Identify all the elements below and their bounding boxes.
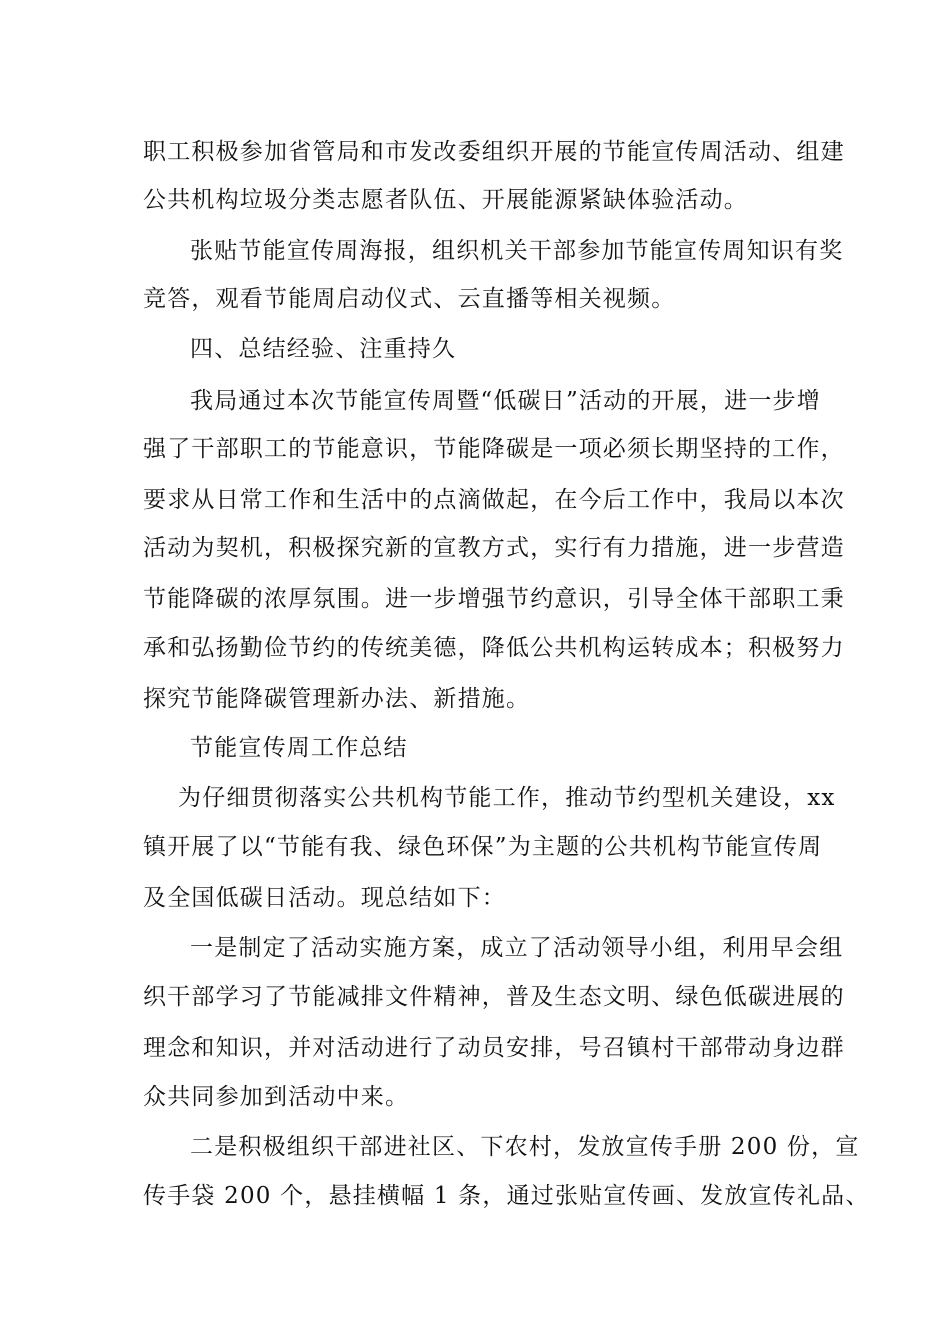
text-line: 要求从日常工作和生活中的点滴做起，在今后工作中，我局以本次	[143, 487, 845, 513]
text-line: 镇开展了以“节能有我、绿色环保”为主题的公共机构节能宣传周	[143, 834, 823, 860]
text-line: 张贴节能宣传周海报，组织机关干部参加节能宣传周知识有奖	[190, 238, 844, 264]
text-line: 织干部学习了节能减排文件精神，普及生态文明、绿色低碳进展的	[143, 984, 845, 1010]
text-line: 我局通过本次节能宣传周暨“低碳日”活动的开展，进一步增	[190, 388, 821, 414]
text-line: 一是制定了活动实施方案，成立了活动领导小组，利用早会组	[190, 935, 844, 961]
text-line: 职工积极参加省管局和市发改委组织开展的节能宣传周活动、组建	[143, 139, 845, 165]
text-line: 强了干部职工的节能意识，节能降碳是一项必须长期坚持的工作，	[143, 436, 845, 462]
document-title: 节能宣传周工作总结	[190, 735, 408, 761]
text-line: 二是积极组织干部进社区、下农村，发放宣传手册 200 份，宣	[190, 1134, 860, 1160]
text-line: 节能降碳的浓厚氛围。进一步增强节约意识，引导全体干部职工秉	[143, 586, 845, 612]
text-line: 众共同参加到活动中来。	[143, 1084, 410, 1110]
section-heading: 四、总结经验、注重持久	[190, 336, 457, 362]
text-line: 竞答，观看节能周启动仪式、云直播等相关视频。	[143, 286, 676, 312]
text-line: 为仔细贯彻落实公共机构节能工作，推动节约型机关建设，xx	[178, 785, 836, 811]
text-line: 承和弘扬勤俭节约的传统美德，降低公共机构运转成本；积极努力	[143, 635, 845, 661]
text-line: 活动为契机，积极探究新的宣教方式，实行有力措施，进一步营造	[143, 535, 845, 561]
text-line: 公共机构垃圾分类志愿者队伍、开展能源紧缺体验活动。	[143, 187, 748, 213]
text-line: 及全国低碳日活动。现总结如下：	[143, 885, 506, 911]
text-line: 探究节能降碳管理新办法、新措施。	[143, 686, 531, 712]
text-line: 传手袋 200 个，悬挂横幅 1 条，通过张贴宣传画、发放宣传礼品、	[143, 1183, 870, 1209]
text-line: 理念和知识，并对活动进行了动员安排，号召镇村干部带动身边群	[143, 1035, 845, 1061]
